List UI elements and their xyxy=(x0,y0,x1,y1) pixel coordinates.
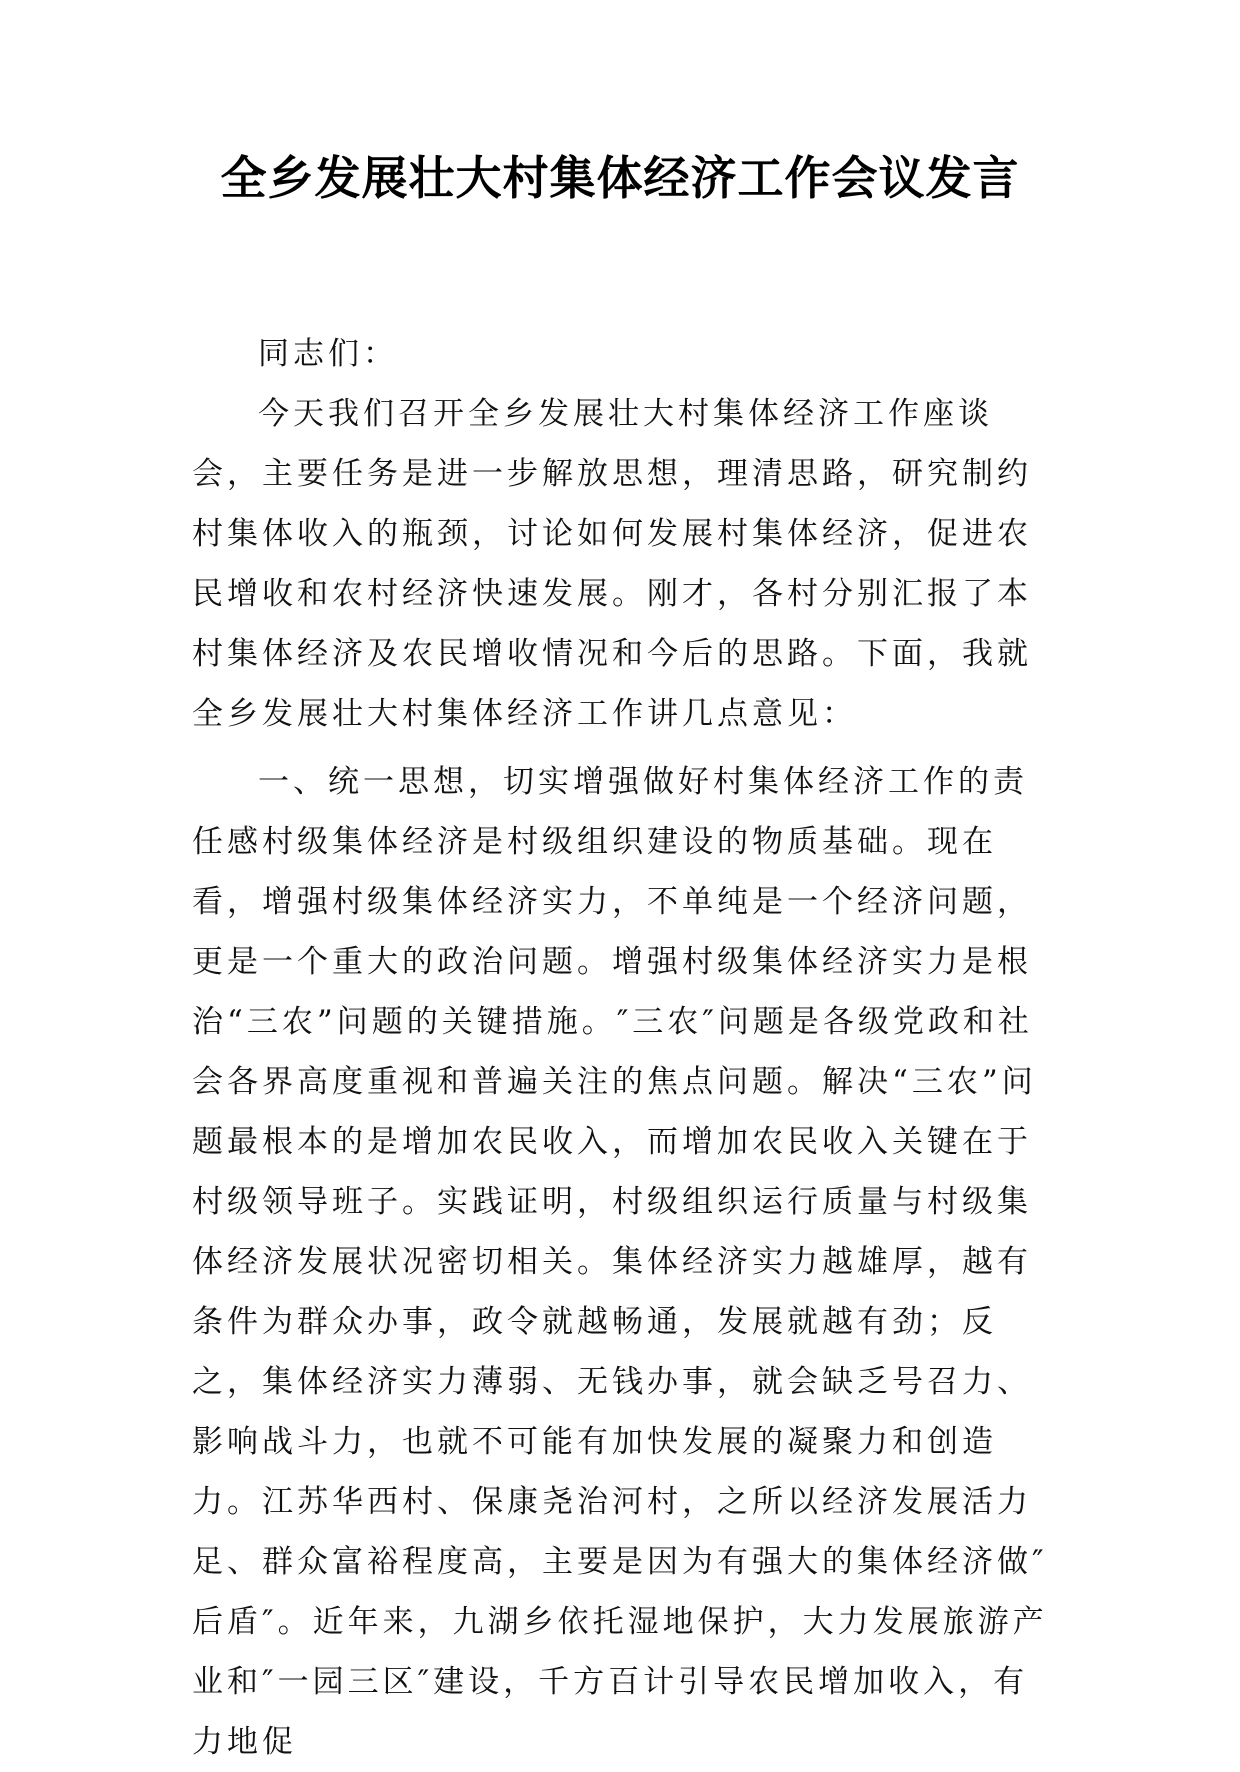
paragraph-opening: 今天我们召开全乡发展壮大村集体经济工作座谈会，主要任务是进一步解放思想，理清思路，研究制约村集体收入的瓶颈，讨论如何发展村集体经济，促进农民增收和农村经济快速发展。刚才，各村分别汇报了本村集体经济及农民增收情况和今后的思路。下面，我就全乡发展壮大村集体经济工作讲几点意见： xyxy=(192,396,1032,732)
document-title: 全乡发展壮大村集体经济工作会议发言 xyxy=(220,151,1020,205)
document-body xyxy=(192,324,1054,1772)
salutation: 同志们： xyxy=(258,336,398,372)
paragraph-section-one: 一、统一思想，切实增强做好村集体经济工作的责任感村级集体经济是村级组织建设的物质基础。现在看，增强村级集体经济实力，不单纯是一个经济问题，更是一个重大的政治问题。增强村级集体经济实力是根治“三农”问题的关键措施。″三农″问题是各级党政和社会各界高度重视和普遍关注的焦点问题。解决“三农”问题最根本的是增加农民收入，而增加农民收入关键在于村级领导班子。实践证明，村级组织运行质量与村级集体经济发展状况密切相关。集体经济实力越雄厚，越有条件为群众办事，政令就越畅通，发展就越有劲；反之，集体经济实力薄弱、无钱办事，就会缺乏号召力、影响战斗力，也就不可能有加快发展的凝聚力和创造力。江苏华西村、保康尧治河村，之所以经济发展活力足、群众富裕程度高，主要是因为有强大的集体经济做″后盾″。近年来，九湖乡依托湿地保护，大力发展旅游产业和″一园三区″建设，千方百计引导农民增加收入，有力地促 xyxy=(192,764,1048,1760)
